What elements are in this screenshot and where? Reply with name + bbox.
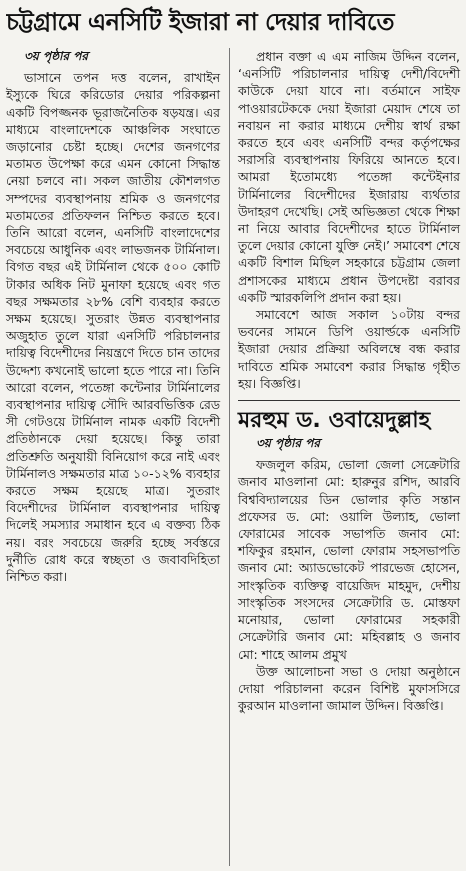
- right-column: [238, 48, 460, 714]
- article-paragraph: উক্ত আলোচনা সভা ও দোয়া অনুষ্ঠানে দোয়া পরিচালনা করেন বিশিষ্ট মুফাসসিরে কুরআন মাওলানা জামাল উদ্দিন। বিজ্ঞপ্তি।: [238, 663, 460, 714]
- headline: চট্টগ্রামে এনসিটি ইজারা না দেয়ার দাবিতে: [6, 8, 394, 36]
- article-paragraph: প্রধান বক্তা এ এম নাজিম উদ্দিন বলেন, ‘এনসিটি পরিচালনার দায়িত্ব দেশী/বিদেশী কাউকে দেয়া যাবে না। বর্তমানে সাইফ পাওয়ারটেককে দেয়া ইজারা মেয়াদ শেষে তা নবায়ন না করার মাধ্যমে দেশীয় স্বার্থ রক্ষা করতে হবে এবং এনসিটি বন্দর কর্তৃপক্ষের সরাসরি ব্যবস্থাপনায় ফিরিয়ে আনতে হবে। আমরা ইতোমধ্যে পতেঙ্গা কন্টেইনার টার্মিনালের বিদেশীদের ইজারায় ব্যর্থতার উদাহরণ দেখেছি। সেই অভিজ্ঞতা থেকে শিক্ষা না নিয়ে আবার বিদেশীদের হাতে টার্মিনাল তুলে দেয়ার কোনো যুক্তি নেই।’ সমাবেশ শেষে একটি বিশাল মিছিল সহকারে চট্টগ্রাম জেলা প্রশাসকের মাধ্যমে প্রধান উপদেষ্টা বরাবর একটি স্মারকলিপি প্রদান করা হয়।: [238, 49, 460, 305]
- continued-label: ৩য় পৃষ্ঠার পর: [256, 436, 321, 451]
- article-paragraph: ফজলুল করিম, ভোলা জেলা সেক্রেটারি জনাব মাওলানা মো: হারুনুর রশিদ, আরবি বিশ্ববিদ্যালয়ের ডিন ভোলার কৃতি সন্তান প্রফেসর ড. মো: ওয়ালি উল্যাহ, ভোলা ফোরামের সাবেক সভাপতি জনাব মো: শফিকুর রহমান, ভোলা ফোরাম সহসভাপতি জনাব মো: অ্যাডভোকেট পারভেজ হোসেন, সাংস্কৃতিক ব্যক্তিত্ব বায়েজিদ মাহমুদ, দেশীয় সাংস্কৃতিক সংসদের সেক্রেটারি ড. মোস্তফা মনোয়ার, ভোলা ফোরামের সহকারী সেক্রেটারি জনাব মো: মহিবল্লাহ ও জনাব মো: শাহে আলম প্রমুখ: [238, 457, 460, 662]
- continued-label: ৩য় পৃষ্ঠার পর: [24, 49, 89, 63]
- article-paragraph: সমাবেশে আজ সকাল ১০টায় বন্দর ভবনের সামনে ডিপি ওয়ার্ল্ডকে এনসিটি ইজারা দেয়ার প্রক্রিয়া অবিলম্বে বন্ধ করার দাবিতে শ্রমিক সমাবেশ করার সিদ্ধান্ত গৃহীত হয়। বিজ্ঞপ্তি।: [238, 307, 460, 391]
- section-divider: [238, 400, 460, 401]
- left-column: [6, 48, 220, 585]
- column-divider: [229, 48, 230, 866]
- obituary-title: মরহুম ড. ওবায়েদুল্লাহ: [238, 408, 431, 434]
- article-paragraph: ভাসানে তপন দত্ত বলেন, রাখাইন ইস্যুকে ঘিরে করিডোর দেয়ার পরিকল্পনা একটি বিপজ্জনক ভূরাজনৈতিক ষড়যন্ত্র। এর মাধ্যমে বাংলাদেশকে আঞ্চলিক সংঘাতে জড়ানোর চেষ্টা হচ্ছে। দেশের জনগণের মতামত উপেক্ষা করে এমন কোনো সিদ্ধান্ত নেয়া চলবে না। সকল জাতীয় কৌশলগত সম্পদের ব্যবস্থাপনায় শ্রমিক ও জনগণের মতামতের প্রতিফলন নিশ্চিত করতে হবে। তিনি আরো বলেন, এনসিটি বাংলাদেশের সবচেয়ে আধুনিক এবং লাভজনক টার্মিনাল। বিগত বছর এই টার্মিনাল থেকে ৫০০ কোটি টাকার অধিক নিট মুনাফা হয়েছে এবং গত বছর সক্ষমতার ২৮% বেশি ব্যবহার করতে সক্ষম হয়েছে। সুতরাং উন্নত ব্যবস্থাপনার অজুহাত তুলে যারা এনসিটি পরিচালনার দায়িত্ব বিদেশীদের নিয়ন্ত্রণে দিতে চান তাদের উদ্দেশ্য কখনোই ভালো হতে পারে না। তিনি আরো বলেন, পতেঙ্গা কন্টেনার টার্মিনালের ব্যবস্থাপনার দায়িত্ব সৌদি আরবভিত্তিক রেড সী গেটওয়ে টার্মিনাল নামক একটি বিদেশী প্রতিষ্ঠানকে দেয়া হয়েছে। কিন্তু তারা প্রতিশ্রুতি অনুযায়ী বিনিয়োগ করে নাই এবং টার্মিনালও সক্ষমতার মাত্র ১০-১২% ব্যবহার করতে সক্ষম হয়েছে মাত্র। সুতরাং বিদেশীদের টার্মিনাল ব্যবস্থাপনার দায়িত্ব দিলেই সমস্যার সমাধান হবে এ বক্তব্য ঠিক নয়। বরং সবচেয়ে জরুরি হচ্ছে সর্বস্তরে দুর্নীতি রোধ করে স্বচ্ছতা ও জবাবদিহিতা নিশ্চিত করা।: [6, 70, 220, 585]
